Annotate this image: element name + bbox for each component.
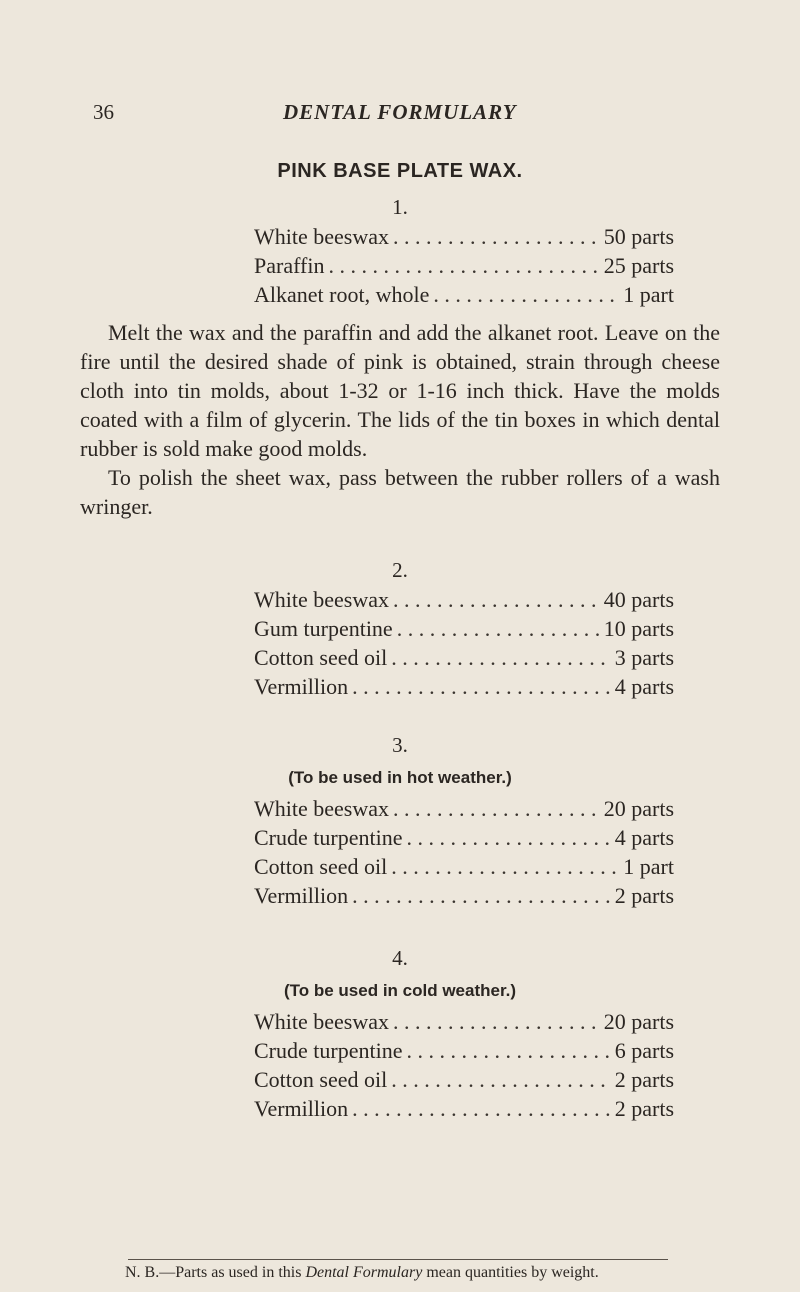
ingredient-quantity: 6 parts	[614, 1038, 674, 1063]
formula-3-ingredients	[254, 796, 674, 912]
leader-dots	[352, 1096, 611, 1122]
ingredient-quantity: 10 parts	[603, 616, 674, 641]
ingredient-quantity: 2 parts	[614, 1096, 674, 1121]
instructions	[80, 318, 720, 521]
leader-dots	[391, 645, 611, 671]
ingredient-quantity: 1 part	[623, 854, 674, 879]
ingredient-row	[254, 674, 674, 703]
ingredient-name: Gum turpentine	[254, 616, 393, 641]
formula-1-ingredients	[254, 224, 674, 311]
formula-4-ingredients	[254, 1009, 674, 1125]
ingredient-name: Crude turpentine	[254, 1038, 403, 1063]
ingredient-row	[254, 645, 674, 674]
ingredient-row	[254, 1067, 674, 1096]
footnote-italic: Dental Formulary	[305, 1264, 423, 1281]
formula-4-number: 4.	[392, 946, 408, 970]
ingredient-row	[254, 1096, 674, 1125]
ingredient-row	[254, 1038, 674, 1067]
footnote-rule	[128, 1259, 668, 1260]
ingredient-name: White beeswax	[254, 1009, 389, 1034]
ingredient-quantity: 3 parts	[614, 645, 674, 670]
ingredient-name: Cotton seed oil	[254, 854, 388, 879]
footnote-text: N. B.—Parts as used in this	[125, 1264, 306, 1281]
ingredient-quantity: 20 parts	[603, 1009, 674, 1034]
ingredient-name: White beeswax	[254, 587, 389, 612]
formula-4-condition: (To be used in cold weather.)	[283, 981, 517, 1000]
ingredient-quantity: 40 parts	[603, 587, 674, 612]
ingredient-row	[254, 883, 674, 912]
ingredient-quantity: 4 parts	[614, 825, 674, 850]
leader-dots	[393, 224, 600, 250]
formula-3-condition: (To be used in hot weather.)	[288, 768, 512, 787]
ingredient-quantity: 50 parts	[603, 224, 674, 249]
ingredient-row	[254, 224, 674, 253]
ingredient-name: Crude turpentine	[254, 825, 403, 850]
footnote-text-end: mean quantities by weight.	[422, 1264, 599, 1281]
leader-dots	[352, 883, 611, 909]
ingredient-name: White beeswax	[254, 796, 389, 821]
leader-dots	[393, 1009, 600, 1035]
ingredient-name: Cotton seed oil	[254, 645, 388, 670]
ingredient-quantity: 2 parts	[614, 883, 674, 908]
ingredient-name: Vermillion	[254, 674, 349, 699]
leader-dots	[406, 825, 610, 851]
page-title: PINK BASE PLATE WAX.	[277, 160, 523, 182]
leader-dots	[352, 674, 611, 700]
leader-dots	[406, 1038, 610, 1064]
leader-dots	[328, 253, 599, 279]
formula-1-number: 1.	[392, 195, 408, 219]
ingredient-row	[254, 825, 674, 854]
leader-dots	[391, 854, 619, 880]
formula-2-number: 2.	[392, 558, 408, 582]
ingredient-row	[254, 587, 674, 616]
ingredient-quantity: 20 parts	[603, 796, 674, 821]
ingredient-row	[254, 616, 674, 645]
ingredient-row	[254, 253, 674, 282]
instruction-paragraph: Melt the wax and the paraffin and add the alkanet root. Leave on the fire until the desired shade of pink is obtained, strain through cheese cloth into tin molds, about 1-32 or 1-16 inch thick. Have the molds coated with a film of glycerin. The lids of the tin boxes in which dental rubber is sold make good molds.	[80, 320, 720, 461]
ingredient-name: Vermillion	[254, 883, 349, 908]
ingredient-quantity: 25 parts	[603, 253, 674, 278]
ingredient-row	[254, 796, 674, 825]
running-title: DENTAL FORMULARY	[283, 100, 517, 124]
leader-dots	[393, 587, 600, 613]
ingredient-name: Alkanet root, whole	[254, 282, 430, 307]
running-head	[0, 100, 800, 130]
footnote	[80, 1263, 720, 1282]
ingredient-row	[254, 1009, 674, 1038]
ingredient-name: Paraffin	[254, 253, 325, 278]
instruction-paragraph: To polish the sheet wax, pass between the rubber rollers of a wash wringer.	[80, 465, 720, 519]
page-number: 36	[93, 100, 114, 124]
ingredient-name: Vermillion	[254, 1096, 349, 1121]
leader-dots	[433, 282, 619, 308]
ingredient-name: Cotton seed oil	[254, 1067, 388, 1092]
leader-dots	[391, 1067, 611, 1093]
leader-dots	[393, 796, 600, 822]
ingredient-quantity: 1 part	[623, 282, 674, 307]
ingredient-row	[254, 282, 674, 311]
formula-2-ingredients	[254, 587, 674, 703]
ingredient-row	[254, 854, 674, 883]
ingredient-quantity: 2 parts	[614, 1067, 674, 1092]
ingredient-quantity: 4 parts	[614, 674, 674, 699]
ingredient-name: White beeswax	[254, 224, 389, 249]
formula-3-number: 3.	[392, 733, 408, 757]
leader-dots	[397, 616, 600, 642]
